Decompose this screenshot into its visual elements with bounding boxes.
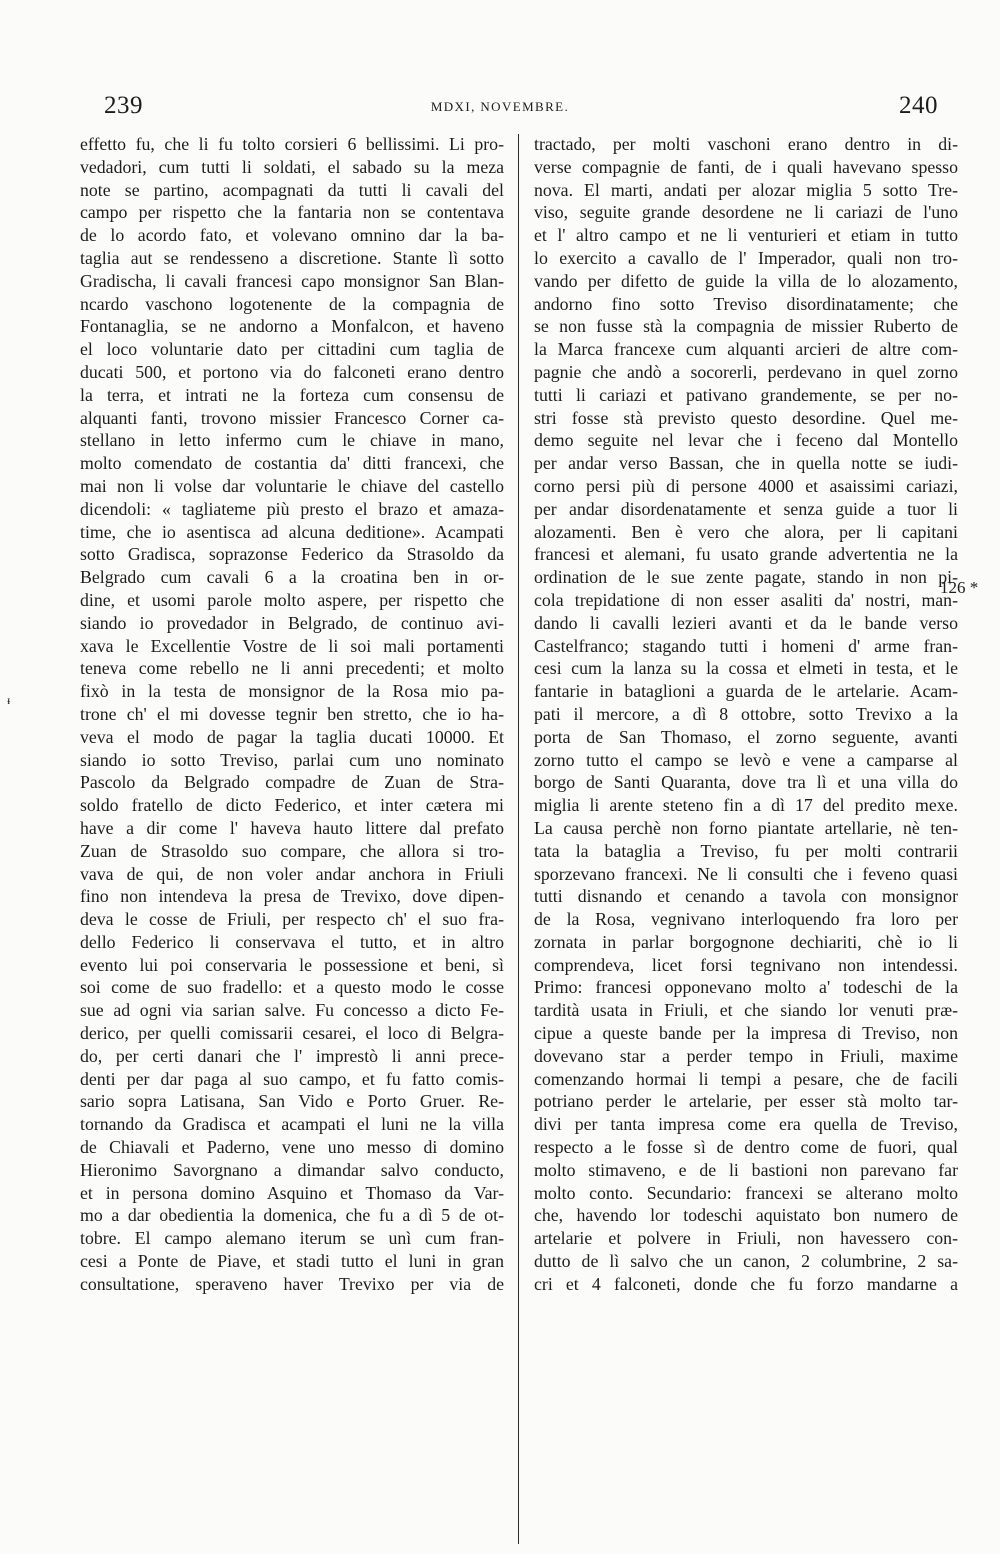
text-line: cesi cum la lanza su la cossa et elmeti in testa, et le bbox=[534, 658, 958, 679]
text-line: zornata in parlar borgognone dechiariti, chè io li bbox=[534, 931, 958, 952]
text-line: borgo de Santi Quaranta, dove tra lì et una villa do bbox=[534, 772, 958, 793]
text-line: ducati 500, et portono via do falconeti erano dentro bbox=[80, 361, 504, 382]
text-line: zorno tutto el campo se levò e vene a camparse al bbox=[534, 749, 958, 770]
page-number-left: 239 bbox=[104, 92, 143, 119]
text-line: molto conto. Secundario: francexi se alterano molto bbox=[534, 1182, 958, 1203]
left-text-column bbox=[80, 133, 504, 1296]
text-line: tata la bataglia a Treviso, fu per molti contrarii bbox=[534, 840, 958, 861]
text-line: Gradischa, li cavali francesi capo monsignor San Blan- bbox=[80, 270, 504, 291]
text-line: have a dir come l' haveva hauto littere dal prefato bbox=[80, 817, 504, 838]
text-line: demo seguite nel levar che i feceno dal Montello bbox=[534, 430, 958, 451]
text-line: ordination de le sue zente pagate, stando in non pi- bbox=[534, 567, 958, 588]
text-line: sporzevano francexi. Ne li consulti che i feveno quasi bbox=[534, 863, 958, 884]
text-line: Belgrado cum cavali 6 a la croatina ben in or- bbox=[80, 567, 504, 588]
text-line: miglia li arente steteno fin a dì 17 del predito mexe. bbox=[534, 795, 958, 816]
text-line: vedadori, cum tutti li soldati, el sabado su la meza bbox=[80, 156, 504, 177]
text-line: mai non li volse dar voluntarie le chiave del castello bbox=[80, 475, 504, 496]
text-line: alquanti fanti, trovono missier Francesco Corner ca- bbox=[80, 407, 504, 428]
text-line: tornando da Gradisca et acampati el luni ne la villa bbox=[80, 1114, 504, 1135]
text-line: teneva come rebello ne li anni precedenti; et molto bbox=[80, 658, 504, 679]
margin-mark: ᵻ bbox=[7, 693, 11, 707]
text-line: comenzando hormai li tempi a pesare, che de facili bbox=[534, 1068, 958, 1089]
text-line: la Marca francexe cum alquanti arcieri de altre com- bbox=[534, 339, 958, 360]
text-line: fantarie in bataglioni a guarda de le artelarie. Acam- bbox=[534, 681, 958, 702]
text-line: trone ch' el mi dovesse tegnir ben stretto, che io ha- bbox=[80, 703, 504, 724]
margin-note-page-ref: 126 * bbox=[940, 578, 979, 597]
text-line: pati il mercore, a dì 8 ottobre, sotto Trevixo a la bbox=[534, 703, 958, 724]
right-text-column bbox=[534, 133, 958, 1296]
text-line: corno persi più di persone 4000 et asaissimi cariazi, bbox=[534, 475, 958, 496]
text-line: siando io sotto Treviso, parlai cum uno nominato bbox=[80, 749, 504, 770]
text-line: comprendeva, licet forsi tegnivano non intendessi. bbox=[534, 954, 958, 975]
text-line: sue ad ogni via sarian salve. Fu concesso a dicto Fe- bbox=[80, 1000, 504, 1021]
text-line: artelarie et polvere in Friuli, non havessero con- bbox=[534, 1228, 958, 1249]
text-line: de la Rosa, vegnivano interloquendo fra loro per bbox=[534, 909, 958, 930]
text-line: dicendoli: « tagliateme più presto el brazo et amaza- bbox=[80, 498, 504, 519]
text-line: evento lui poi conservaria le possessione et beni, sì bbox=[80, 954, 504, 975]
text-line: dovevano star a perder tempo in Friuli, maxime bbox=[534, 1045, 958, 1066]
text-line: sotto Gradisca, soprazonse Federico da Strasoldo da bbox=[80, 544, 504, 565]
text-line: fixò in la testa de monsignor de la Rosa mio pa- bbox=[80, 681, 504, 702]
text-line: note se partino, acompagnati da tutti li cavali del bbox=[80, 179, 504, 200]
text-line: tutti disnando et cenando a tavola con monsignor bbox=[534, 886, 958, 907]
text-line: verse compagnie de fanti, de i quali havevano spesso bbox=[534, 156, 958, 177]
text-line: deva le cosse de Friuli, per respecto ch' el suo fra- bbox=[80, 909, 504, 930]
text-line: derico, per quelli comissarii cesarei, el loco di Belgra- bbox=[80, 1023, 504, 1044]
text-line: et in persona domino Asquino et Thomaso da Var- bbox=[80, 1182, 504, 1203]
text-line: per andar verso Bassan, che in quella notte se iudi- bbox=[534, 453, 958, 474]
text-line: stri fosse stà previsto questo desordine. Quel me- bbox=[534, 407, 958, 428]
text-line: Hieronimo Savorgnano a dimandar salvo conducto, bbox=[80, 1159, 504, 1180]
running-head bbox=[0, 92, 1000, 122]
text-line: sario sopra Latisana, San Vido e Porto Gruer. Re- bbox=[80, 1091, 504, 1112]
text-line: mo a dar obedientia la domenica, che fu a dì 5 de ot- bbox=[80, 1205, 504, 1226]
text-line: vando per difetto de guide la villa de lo alozamento, bbox=[534, 270, 958, 291]
text-line: se non fusse stà la compagnia de missier Ruberto de bbox=[534, 316, 958, 337]
text-line: viso, seguite grande desordene ne li cariazi de l'uno bbox=[534, 202, 958, 223]
text-line: stellano in letto infermo cum le chiave in mano, bbox=[80, 430, 504, 451]
text-line: La causa perchè non forno piantate artellarie, nè ten- bbox=[534, 817, 958, 838]
text-line: veva el modo de pagar la taglia ducati 10000. Et bbox=[80, 726, 504, 747]
text-line: dello Federico li conservava el tutto, et in altro bbox=[80, 931, 504, 952]
text-line: dine, et usomi parole molto aspere, per rispetto che bbox=[80, 589, 504, 610]
text-line: per andar disordenatamente et senza guide a tuor li bbox=[534, 498, 958, 519]
text-line: alozamenti. Ben è vero che alora, per li capitani bbox=[534, 521, 958, 542]
text-line: porta de San Thomaso, el zorno seguente, avanti bbox=[534, 726, 958, 747]
text-line: consultatione, speraveno haver Trevixo per via de bbox=[80, 1273, 504, 1294]
text-line: campo per rispetto che la fantaria non se contentava bbox=[80, 202, 504, 223]
text-line: et l' altro campo et ne li venturieri et etiam in tutto bbox=[534, 225, 958, 246]
text-line: Castelfranco; stagando tutti i homeni d' arme fran- bbox=[534, 635, 958, 656]
text-line: andorno fino sotto Treviso disordinatamente; che bbox=[534, 293, 958, 314]
text-line: Fontanaglia, se ne andorno a Monfalcon, et haveno bbox=[80, 316, 504, 337]
text-line: taglia aut se rendesseno a discretione. Stante lì sotto bbox=[80, 247, 504, 268]
text-line: tractado, per molti vaschoni erano dentro in di- bbox=[534, 134, 958, 154]
text-line: de lo acordo fato, et volevano omnino dar la ba- bbox=[80, 225, 504, 246]
text-line: Pascolo da Belgrado compadre de Zuan de Stra- bbox=[80, 772, 504, 793]
text-line: cesi a Ponte de Piave, et stadi tutto el luni in gran bbox=[80, 1251, 504, 1272]
text-line: tardità usata in Friuli, et che siando lor venuti præ- bbox=[534, 1000, 958, 1021]
text-line: che, havendo lor todeschi aquistato bon numero de bbox=[534, 1205, 958, 1226]
text-line: de Chiavali et Paderno, vene uno messo di domino bbox=[80, 1137, 504, 1158]
text-line: denti per dar paga al suo campo, et fu fatto comis- bbox=[80, 1068, 504, 1089]
text-line: dando li cavalli lezieri avanti et da le bande verso bbox=[534, 612, 958, 633]
text-line: lo exercito a cavallo de l' Imperador, quali non tro- bbox=[534, 247, 958, 268]
text-line: soldo fratello de dicto Federico, et inter cætera mi bbox=[80, 795, 504, 816]
text-line: do, per certi danari che l' imprestò li anni prece- bbox=[80, 1045, 504, 1066]
text-line: pagnie che andò a socorerli, perdevano in quel zorno bbox=[534, 361, 958, 382]
text-line: cola trepidatione di non esser asaliti da' nostri, man- bbox=[534, 589, 958, 610]
column-divider-rule bbox=[518, 134, 519, 1544]
text-line: Zuan de Strasoldo suo compare, che allora si tro- bbox=[80, 840, 504, 861]
text-line: tobre. El campo alemano iterum se unì cum fran- bbox=[80, 1228, 504, 1249]
page-number-right: 240 bbox=[899, 92, 938, 119]
text-line: siando io provedador in Belgrado, de continuo avi- bbox=[80, 612, 504, 633]
text-line: molto comendato de costantia da' ditti francexi, che bbox=[80, 453, 504, 474]
text-line: effetto fu, che li fu tolto corsieri 6 bellissimi. Li pro- bbox=[80, 134, 504, 154]
text-line: respecto a le fosse sì de dentro come de fuori, qual bbox=[534, 1137, 958, 1158]
text-line: el loco voluntarie dato per cittadini cum taglia de bbox=[80, 339, 504, 360]
text-line: la terra, et intrati ne la forteza cum consensu de bbox=[80, 384, 504, 405]
text-line: dutto de lì salvo che un canon, 2 columbrine, 2 sa- bbox=[534, 1251, 958, 1272]
text-line: francesi et alemani, fu usato grande advertentia ne la bbox=[534, 544, 958, 565]
running-title: MDXI, NOVEMBRE. bbox=[430, 99, 570, 114]
text-line: ncardo vaschono logotenente de la compagnia de bbox=[80, 293, 504, 314]
text-line: xava le Excellentie Vostre de li soi mali portamenti bbox=[80, 635, 504, 656]
text-line: cri et 4 falconeti, donde che fu forzo mandarne a bbox=[534, 1273, 958, 1294]
text-line: potriano perder le artelarie, per esser stà molto tar- bbox=[534, 1091, 958, 1112]
text-line: Primo: francesi opponevano molto a' todeschi de la bbox=[534, 977, 958, 998]
text-line: vava de qui, de non voler andar anchora in Friuli bbox=[80, 863, 504, 884]
text-line: molto stimaveno, e de li bastioni non parevano far bbox=[534, 1159, 958, 1180]
text-line: cipue a queste bande per la impresa di Treviso, non bbox=[534, 1023, 958, 1044]
text-line: fino non intendeva la presa de Trevixo, dove dipen- bbox=[80, 886, 504, 907]
text-line: soi come de suo fradello: et a questo modo le cosse bbox=[80, 977, 504, 998]
text-line: nova. El marti, andati per alozar miglia 5 sotto Tre- bbox=[534, 179, 958, 200]
text-line: tutti li cariazi et pativano grandemente, se per no- bbox=[534, 384, 958, 405]
text-line: time, che io asentisca ad alcuna deditione». Acampati bbox=[80, 521, 504, 542]
text-line: divi per tanta impresa come era quella de Treviso, bbox=[534, 1114, 958, 1135]
